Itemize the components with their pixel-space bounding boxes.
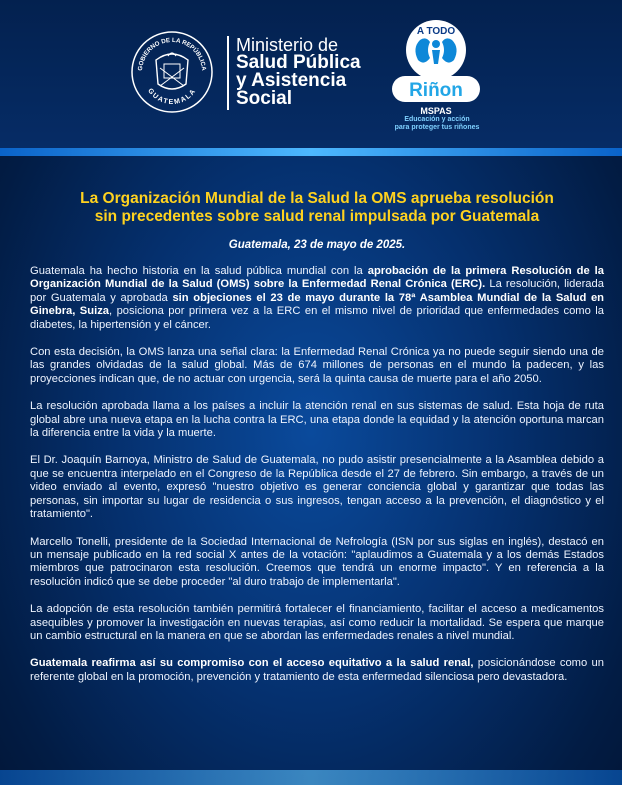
paragraph-2: Con esta decisión, la OMS lanza una señal clara: la Enfermedad Renal Crónica ya no puede seguir siendo una de las grandes olvidadas de la salud global. Más de 674 millones de personas en el mundo la padecen, y las proyecciones indican que, de no actuar con urgencia, será la quinta causa de muerte para el año 2050. (30, 346, 604, 385)
ministry-line1: Ministerio de (236, 35, 339, 55)
header-stripe (0, 148, 622, 156)
p7-bold-a: Guatemala reafirma así su compromiso con el acceso equitativo a la salud renal, (30, 657, 474, 670)
p1-text-a: Guatemala ha hecho historia en la salud pública mundial con la (30, 265, 368, 277)
kidney-campaign-logo-icon (386, 18, 486, 118)
title-line2: sin precedentes sobre salud renal impulsada por Guatemala (94, 208, 540, 225)
header-divider (227, 36, 229, 110)
p1-text-c: La resolución, liderada por Guatemala y aprobada (30, 278, 604, 304)
guatemala-seal-icon (130, 30, 214, 114)
p7-text-b: posicionándose como un referente global en la promoción, prevención y tratamiento de esta enfermedad silenciosa pero devastadora. (30, 657, 604, 683)
paragraph-5: Marcello Tonelli, presidente de la Sociedad Internacional de Nefrología (ISN por sus siglas en inglés), destacó en un mensaje publicado en la red social X antes de la votación: "aplaudimos a Guatemala y a los demás Estados miembros que patrocinaron esta resolución. Creemos que tendrá un enorme impacto". Y en referencia a la resolución indicó que se debe proceder "al duro trabajo de implementarla". (30, 535, 604, 588)
header-band (0, 0, 622, 150)
ministry-line2: Salud Pública (236, 52, 361, 73)
paragraph-3: La resolución aprobada llama a los países a incluir la atención renal en sus sistemas de salud. Esta hoja de ruta global abre una nueva etapa en la lucha contra la ERC, una etapa donde la equidad y la atención oportuna marcan la diferencia entre la vida y la muerte. (30, 400, 604, 440)
seal-top-text: GOBIERNO DE LA REPÚBLICA (136, 36, 208, 72)
paragraph-7 (30, 657, 604, 684)
article-title (30, 190, 604, 226)
svg-text:GUATEMALA (146, 87, 198, 106)
campaign-slogan-1: Educación y acción (404, 116, 470, 123)
paragraph-1 (30, 265, 604, 332)
title-line1: La Organización Mundial de la Salud la OMS aprueba resolución (80, 190, 554, 207)
ministry-wordmark (236, 36, 361, 108)
article-body (30, 190, 604, 684)
paragraph-4: El Dr. Joaquín Barnoya, Ministro de Salud de Guatemala, no pudo asistir presencialmente a la Asamblea debido a que se encuentra interpelado en el Congreso de la República desde el 27 de febrero. Sin embargo, a través de un video enviado al evento, expresó "nuestro objetivo es generar conciencia global y garantizar que todas las personas, sin importar su lugar de residencia o sus ingresos, tengan acceso a la prevención, el diagnóstico y el tratamiento". (30, 454, 604, 521)
ministry-line3: y Asistencia (236, 70, 347, 91)
seal-bottom-text: GUATEMALA (146, 87, 198, 107)
article-dateline: Guatemala, 23 de mayo de 2025. (228, 239, 406, 251)
p1-text-e: , posiciona por primera vez a la ERC en el mismo nivel de prioridad que enfermedades como la diabetes, la hipertensión y el cáncer. (30, 305, 604, 331)
bottom-glow (0, 770, 622, 785)
campaign-top-text: A TODO (416, 26, 456, 37)
ministry-line4: Social (236, 88, 292, 109)
campaign-name: Riñon (409, 80, 463, 101)
p1-bold-d: sin objeciones el 23 de mayo durante la 78ª Asamblea Mundial de la Salud en Ginebra, Suiza (30, 291, 605, 318)
p1-bold-b: aprobación de la primera Resolución de la Organización Mundial de la Salud (OMS) sobre la Enfermedad Renal Crónica (ERC). (30, 265, 604, 291)
campaign-org: MSPAS (420, 106, 452, 116)
campaign-slogan-2: para proteger tus riñones (394, 124, 480, 131)
paragraph-6: La adopción de esta resolución también permitirá fortalecer el financiamiento, facilitar el acceso a medicamentos asequibles y promover la investigación en nuevas terapias, así como reducir la mortalidad. Se espera que marque un cambio estructural en la manera en que se abordan las enfermedades renales a nivel mundial. (30, 603, 604, 642)
campaign-slogan (376, 116, 498, 132)
